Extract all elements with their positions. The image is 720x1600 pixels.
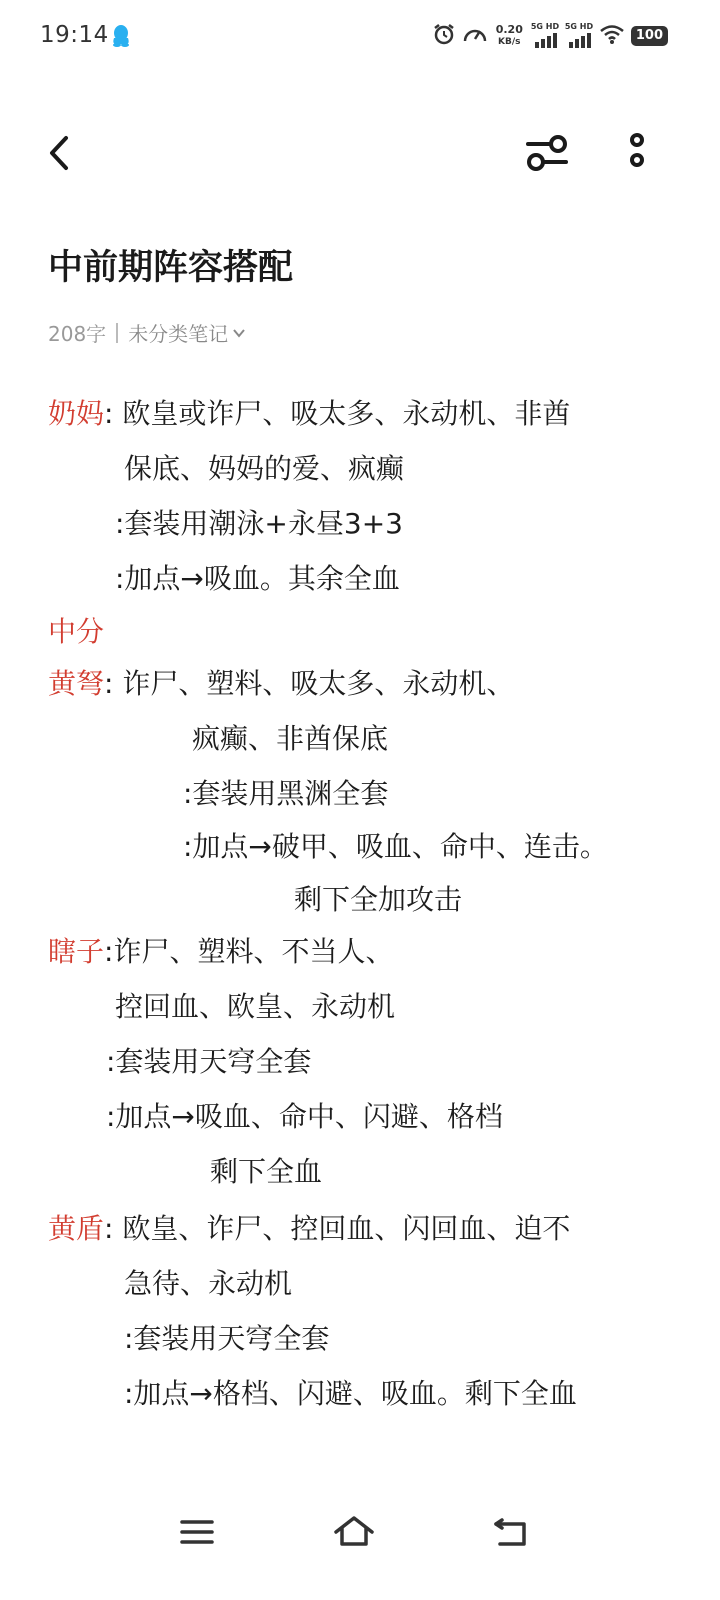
sim2-label: 5G HD bbox=[564, 22, 594, 31]
line-text: :套装用黑渊全套 bbox=[183, 777, 389, 810]
note-meta bbox=[48, 318, 246, 347]
line-text: :加点→破甲、吸血、命中、连击。 bbox=[183, 830, 608, 863]
back-button[interactable] bbox=[40, 128, 84, 178]
net-speed-unit: KB/s bbox=[498, 37, 521, 47]
net-speed-value: 0.20 bbox=[495, 23, 523, 36]
more-options-button[interactable] bbox=[620, 128, 654, 178]
line-text: : 欧皇、诈尸、控回血、闪回血、迫不 bbox=[104, 1212, 571, 1245]
line-text: :套装用天穹全套 bbox=[124, 1322, 330, 1355]
wifi-icon bbox=[599, 23, 625, 49]
line-text: :套装用天穹全套 bbox=[106, 1045, 312, 1078]
line-text: :加点→格档、闪避、吸血。剩下全血 bbox=[124, 1377, 577, 1410]
hero-label: 瞎子 bbox=[48, 935, 105, 968]
back-arrow-icon bbox=[40, 128, 84, 178]
home-icon bbox=[330, 1508, 378, 1556]
menu-icon bbox=[174, 1508, 222, 1556]
note-line bbox=[294, 880, 462, 920]
speedometer-icon bbox=[462, 22, 488, 50]
hero-label: 奶妈 bbox=[48, 397, 105, 430]
status-time: 19:14 bbox=[40, 22, 109, 48]
note-line bbox=[124, 1374, 577, 1414]
qq-notification-icon bbox=[110, 24, 132, 52]
line-text: :加点→吸血。其余全血 bbox=[115, 562, 400, 595]
category-label: 未分类笔记 bbox=[128, 322, 229, 346]
return-icon bbox=[488, 1508, 536, 1556]
line-text: :加点→吸血、命中、闪避、格档 bbox=[106, 1100, 503, 1133]
section-label: 中分 bbox=[48, 615, 105, 648]
format-settings-button[interactable] bbox=[522, 128, 572, 178]
net-speed bbox=[496, 24, 523, 48]
line-text: 控回血、欧皇、永动机 bbox=[115, 990, 396, 1023]
note-line bbox=[192, 719, 388, 759]
line-text: 疯癫、非酋保底 bbox=[192, 722, 389, 755]
status-bar bbox=[0, 0, 720, 74]
nav-menu-button[interactable] bbox=[174, 1508, 222, 1556]
note-title[interactable]: 中前期阵容搭配 bbox=[48, 248, 294, 288]
note-line bbox=[48, 664, 514, 704]
note-line bbox=[48, 612, 104, 652]
word-count: 208字 bbox=[48, 322, 107, 346]
category-selector[interactable] bbox=[128, 318, 246, 347]
hero-label: 黄弩 bbox=[48, 667, 105, 700]
sim2-signal bbox=[565, 22, 593, 50]
note-line bbox=[48, 1209, 570, 1249]
line-text: 剩下全血 bbox=[210, 1155, 323, 1188]
meta-divider bbox=[116, 323, 118, 343]
note-line bbox=[183, 827, 608, 867]
chevron-down-icon bbox=[232, 326, 246, 340]
line-text: : 诈尸、塑料、吸太多、永动机、 bbox=[104, 667, 515, 700]
note-line bbox=[124, 1319, 329, 1359]
filter-sliders-icon bbox=[522, 128, 572, 178]
note-line bbox=[115, 504, 403, 544]
note-line bbox=[48, 932, 393, 972]
sim1-label: 5G HD bbox=[530, 22, 560, 31]
note-line bbox=[183, 774, 388, 814]
line-text: 急待、永动机 bbox=[124, 1267, 293, 1300]
line-text: :套装用潮泳+永昼3+3 bbox=[115, 507, 403, 540]
line-text: : 欧皇或诈尸、吸太多、永动机、非酋 bbox=[104, 397, 571, 430]
line-text: :诈尸、塑料、不当人、 bbox=[104, 935, 394, 968]
note-line bbox=[115, 559, 400, 599]
note-line bbox=[48, 394, 570, 434]
alarm-icon bbox=[432, 22, 456, 50]
line-text: 保底、妈妈的爱、疯癫 bbox=[124, 452, 405, 485]
more-vertical-icon bbox=[620, 128, 654, 178]
nav-back-button[interactable] bbox=[488, 1508, 536, 1556]
system-nav-bar bbox=[0, 1480, 720, 1580]
nav-home-button[interactable] bbox=[330, 1508, 378, 1556]
battery-indicator: 100 bbox=[631, 26, 668, 46]
note-line bbox=[115, 987, 395, 1027]
note-line bbox=[124, 449, 404, 489]
line-text: 剩下全加攻击 bbox=[294, 883, 463, 916]
note-line bbox=[124, 1264, 292, 1304]
note-line bbox=[106, 1042, 311, 1082]
sim1-signal bbox=[531, 22, 559, 50]
note-line bbox=[210, 1152, 322, 1192]
note-line bbox=[106, 1097, 503, 1137]
hero-label: 黄盾 bbox=[48, 1212, 105, 1245]
